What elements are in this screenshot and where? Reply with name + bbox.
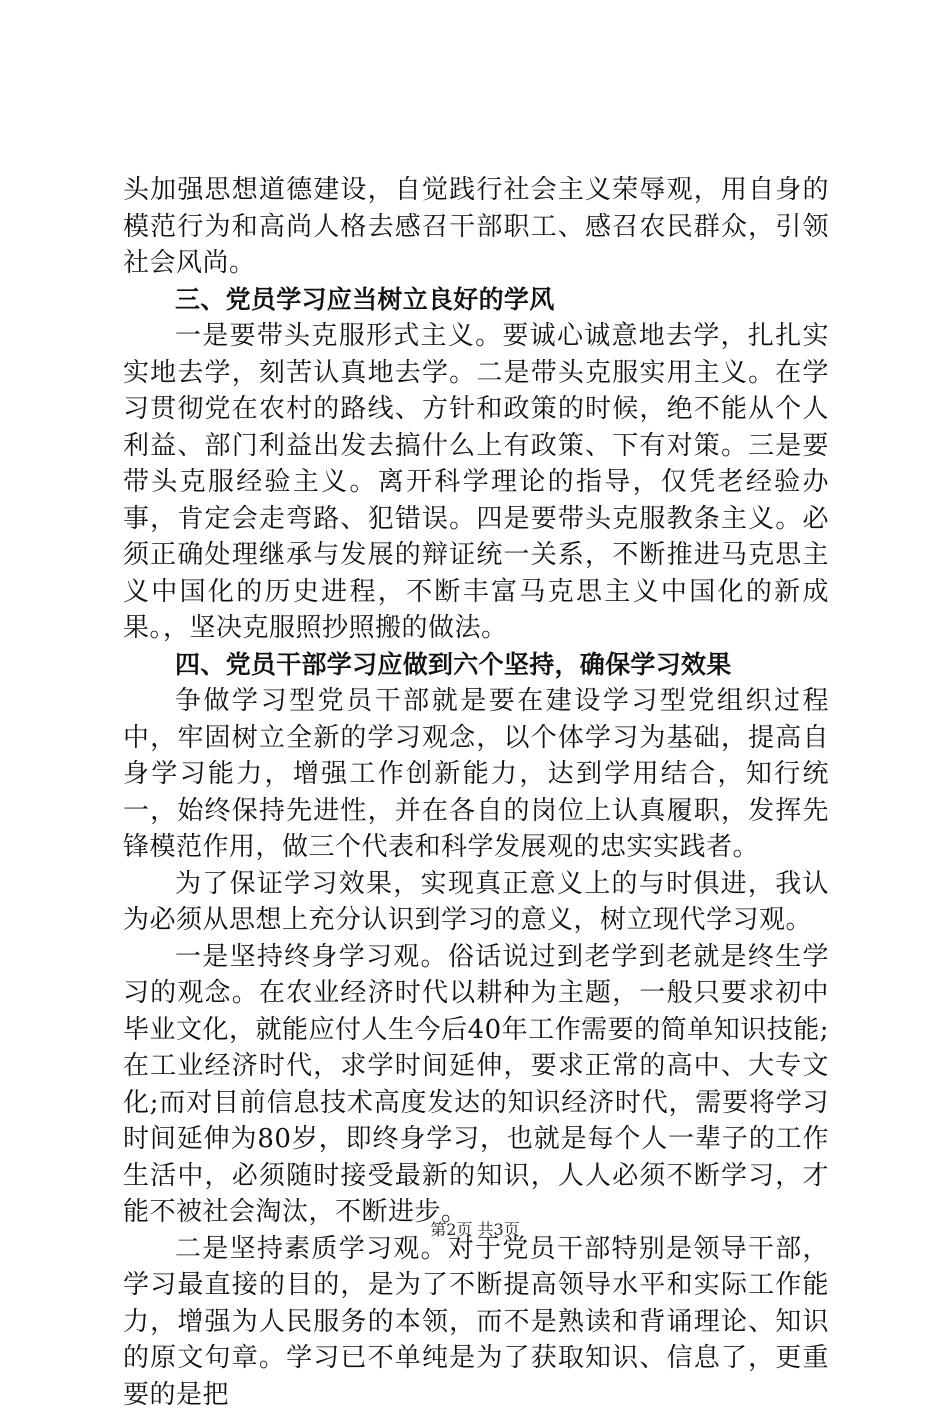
paragraph-lifelong-learning: 一是坚持终身学习观。俗话说过到老学到老就是终生学习的观念。在农业经济时代以耕种为主题，一般只要求初中毕业文化，就能应付人生今后40年工作需要的简单知识技能;在工业经济时代，求学时间延伸，要求正常的高中、大专文化;而对目前信息技术高度发达的知识经济时代，需要将学习时间延伸为80岁，即终身学习，也就是每个人一辈子的工作生活中，必须随时接受最新的知识，人人必须不断学习，才能不被社会淘汰，不断进步。 (123, 939, 829, 1231)
paragraph-learning-effect: 为了保证学习效果，实现真正意义上的与时俱进，我认为必须从思想上充分认识到学习的意义，树立现代学习观。 (123, 866, 829, 939)
paragraph-continued: 头加强思想道德建设，自觉践行社会主义荣辱观，用自身的模范行为和高尚人格去感召干部职工、感召农民群众，引领社会风尚。 (123, 172, 829, 282)
paragraph-learning-cadre: 争做学习型党员干部就是要在建设学习型党组织过程中，牢固树立全新的学习观念，以个体学习为基础，提高自身学习能力，增强工作创新能力，达到学用结合，知行统一，始终保持先进性，并在各自的岗位上认真履职，发挥先锋模范作用，做三个代表和科学发展观的忠实实践者。 (123, 683, 829, 866)
paragraph-study-style: 一是要带头克服形式主义。要诚心诚意地去学，扎扎实实地去学，刻苦认真地去学。二是带头克服实用主义。在学习贯彻党在农村的路线、方针和政策的时候，绝不能从个人利益、部门利益出发去搞什么上有政策、下有对策。三是要带头克服经验主义。离开科学理论的指导，仅凭老经验办事，肯定会走弯路、犯错误。四是要带头克服教条主义。必须正确处理继承与发展的辩证统一关系，不断推进马克思主义中国化的历史进程，不断丰富马克思主义中国化的新成果。，坚决克服照抄照搬的做法。 (123, 318, 829, 647)
section-heading-3: 三、党员学习应当树立良好的学风 (123, 282, 829, 319)
paragraph-quality-learning: 二是坚持素质学习观。对于党员干部特别是领导干部，学习最直接的目的，是为了不断提高领导水平和实际工作能力，增强为人民服务的本领，而不是熟读和背诵理论、知识的原文句章。学习已不单纯是为了获取知识、信息了，更重要的是把 (123, 1231, 829, 1413)
section-heading-4: 四、党员干部学习应做到六个坚持，确保学习效果 (123, 647, 829, 684)
page-footer: 第2页 共3页 (0, 1217, 950, 1240)
